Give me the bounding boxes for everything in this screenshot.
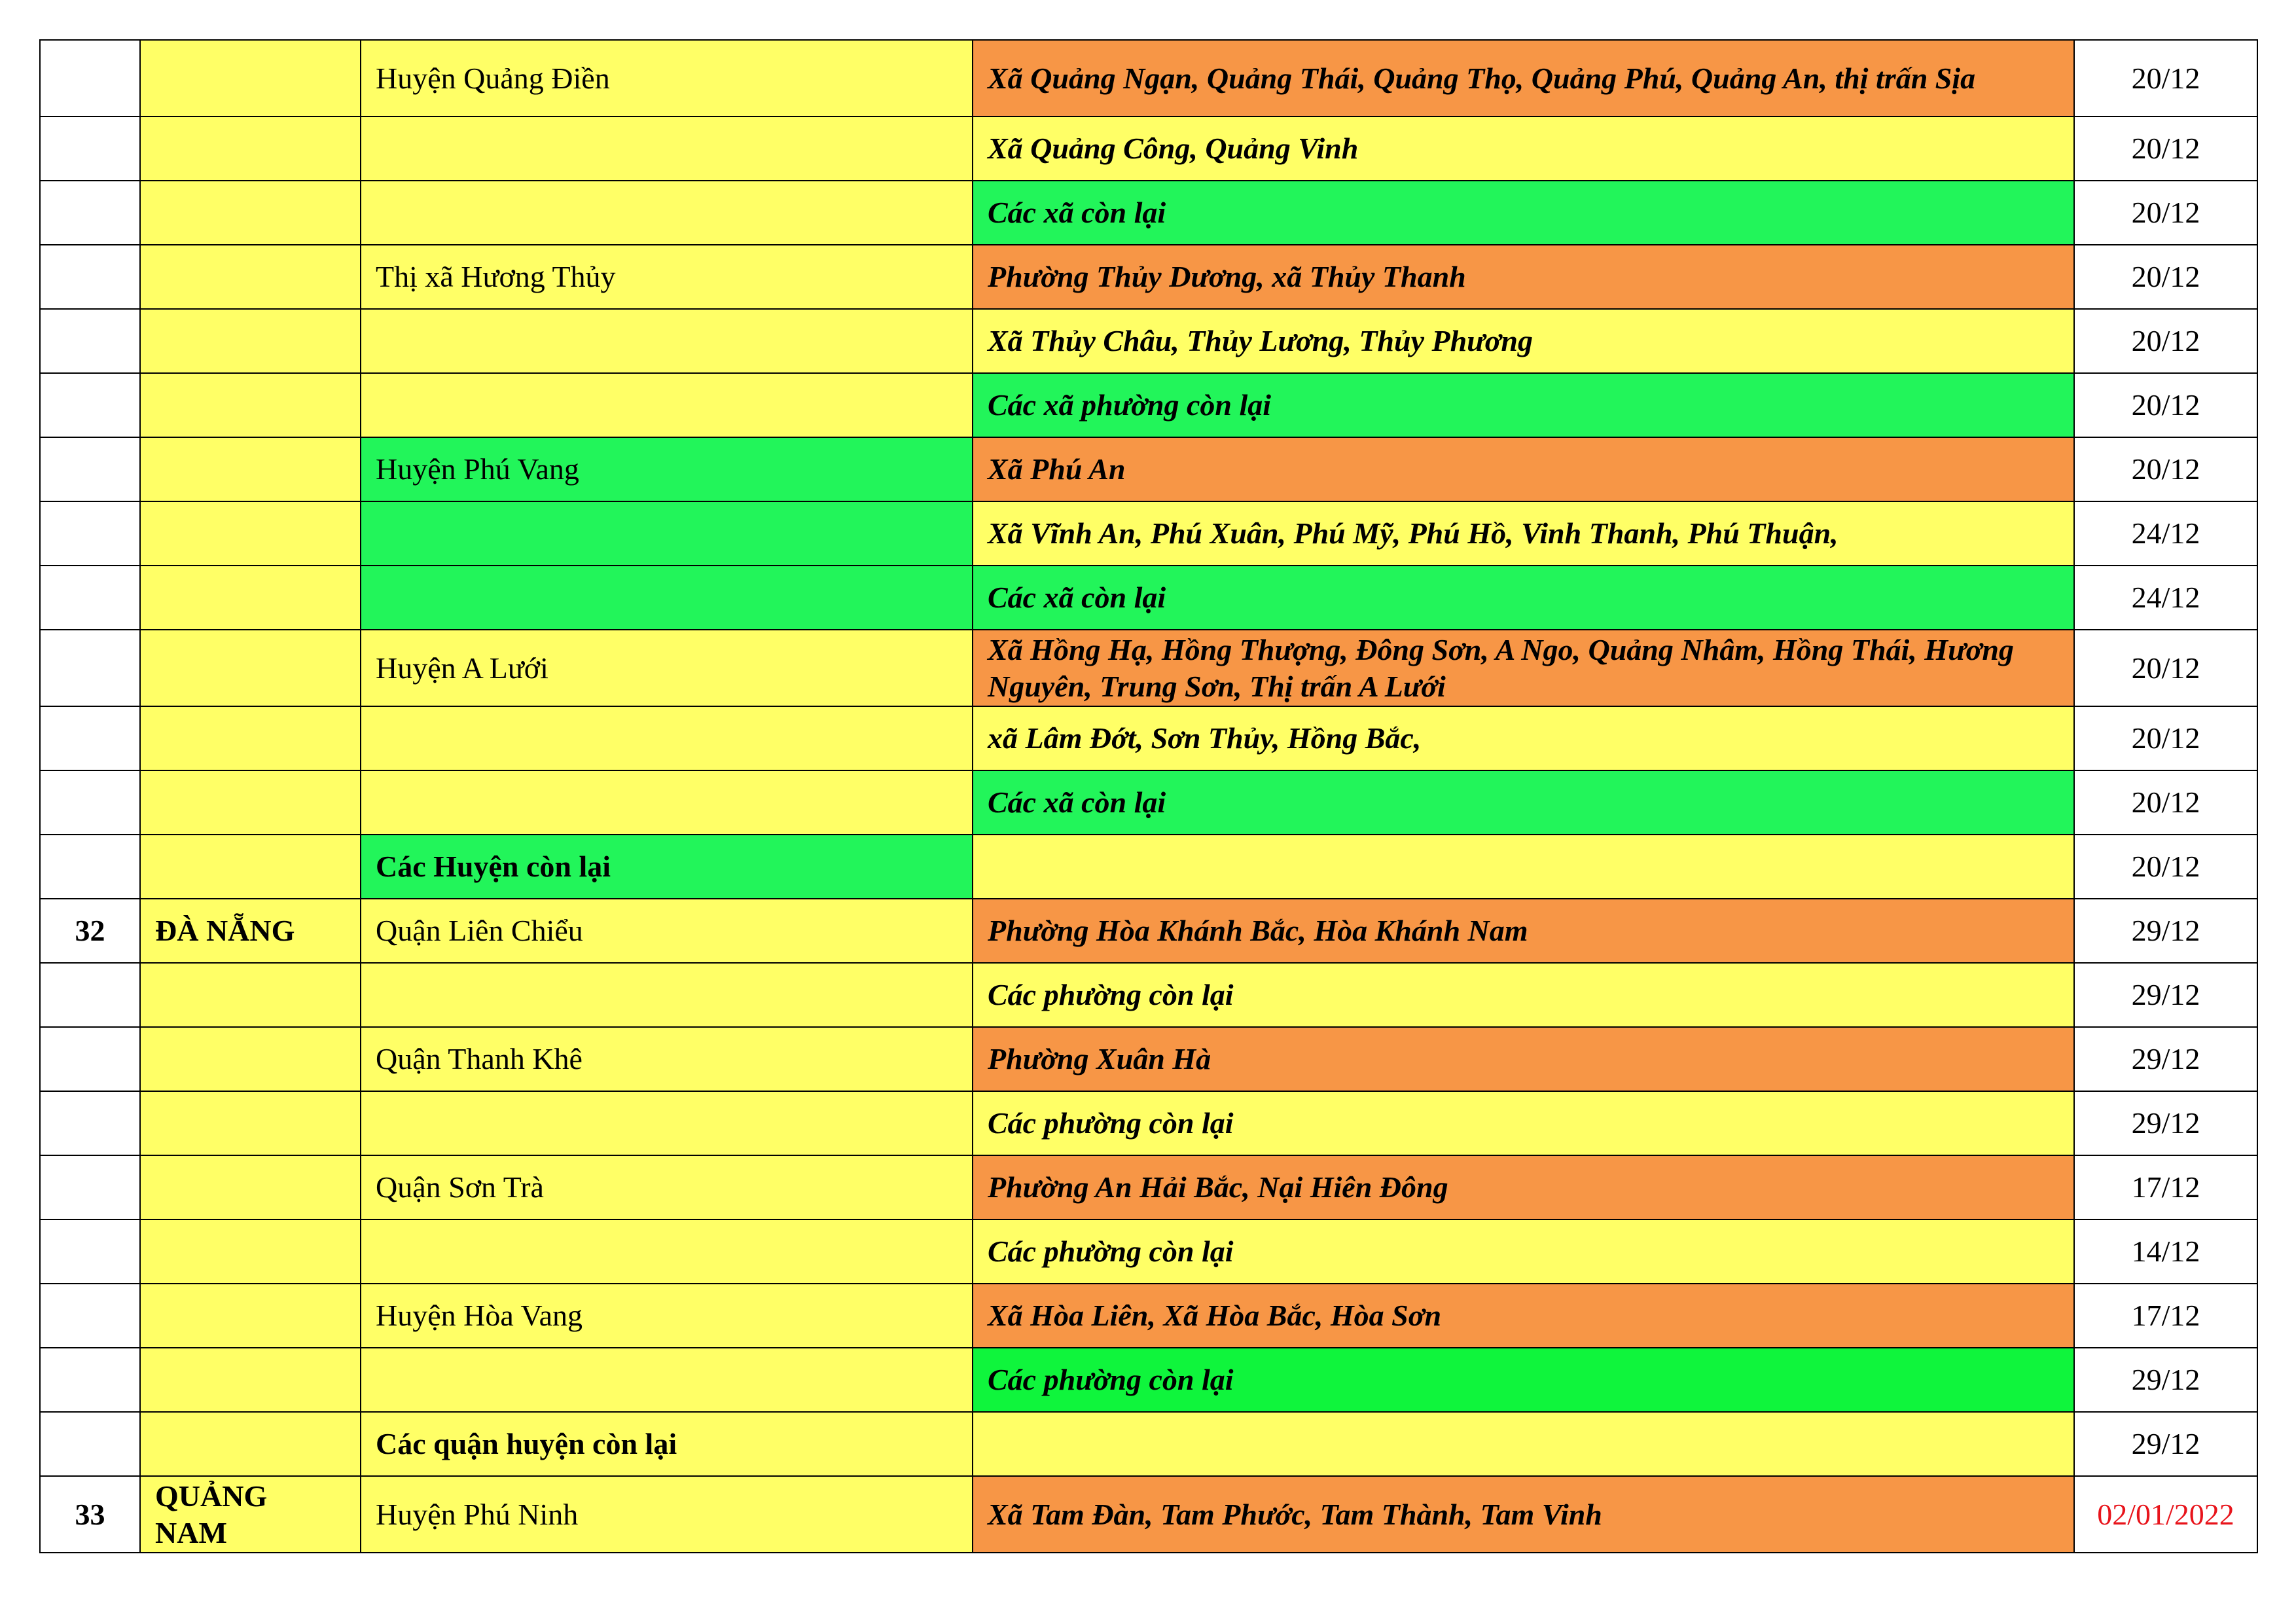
date-cell: 24/12 — [2074, 566, 2257, 630]
district-cell — [361, 770, 973, 835]
ward-cell: Các phường còn lại — [973, 963, 2074, 1027]
ward-cell: Các phường còn lại — [973, 1091, 2074, 1155]
district-cell: Các quận huyện còn lại — [361, 1412, 973, 1476]
date-cell: 20/12 — [2074, 770, 2257, 835]
date-cell: 14/12 — [2074, 1219, 2257, 1284]
district-cell: Huyện A Lưới — [361, 630, 973, 706]
province-cell — [140, 630, 361, 706]
province-cell — [140, 1091, 361, 1155]
district-cell: Quận Sơn Trà — [361, 1155, 973, 1219]
table-row — [40, 501, 2257, 566]
date-cell: 29/12 — [2074, 899, 2257, 963]
ward-cell: Các phường còn lại — [973, 1348, 2074, 1412]
province-cell — [140, 963, 361, 1027]
date-cell: 20/12 — [2074, 373, 2257, 437]
row-number-cell — [40, 117, 140, 181]
district-cell — [361, 963, 973, 1027]
date-cell: 20/12 — [2074, 835, 2257, 899]
province-cell — [140, 437, 361, 501]
district-cell — [361, 1219, 973, 1284]
row-number-cell — [40, 245, 140, 309]
row-number-cell — [40, 630, 140, 706]
row-number-cell: 33 — [40, 1476, 140, 1553]
province-cell — [140, 706, 361, 770]
row-number-cell — [40, 963, 140, 1027]
district-cell — [361, 373, 973, 437]
province-cell — [140, 1155, 361, 1219]
ward-cell: Xã Quảng Công, Quảng Vinh — [973, 117, 2074, 181]
date-cell: 20/12 — [2074, 437, 2257, 501]
ward-cell: Xã Hòa Liên, Xã Hòa Bắc, Hòa Sơn — [973, 1284, 2074, 1348]
table-row — [40, 630, 2257, 706]
province-cell: QUẢNG NAM — [140, 1476, 361, 1553]
date-cell: 29/12 — [2074, 1027, 2257, 1091]
table-row — [40, 1091, 2257, 1155]
province-cell — [140, 117, 361, 181]
row-number-cell — [40, 309, 140, 373]
table-row — [40, 835, 2257, 899]
province-cell — [140, 1284, 361, 1348]
row-number-cell — [40, 835, 140, 899]
district-cell — [361, 117, 973, 181]
date-cell: 29/12 — [2074, 1412, 2257, 1476]
table-row — [40, 40, 2257, 117]
district-cell: Quận Liên Chiểu — [361, 899, 973, 963]
ward-cell: Phường Thủy Dương, xã Thủy Thanh — [973, 245, 2074, 309]
row-number-cell — [40, 1284, 140, 1348]
ward-cell: Các xã phường còn lại — [973, 373, 2074, 437]
table-row — [40, 963, 2257, 1027]
district-cell: Thị xã Hương Thủy — [361, 245, 973, 309]
province-cell — [140, 1412, 361, 1476]
table-row — [40, 1284, 2257, 1348]
table-row — [40, 1412, 2257, 1476]
table-row — [40, 181, 2257, 245]
province-cell — [140, 1219, 361, 1284]
row-number-cell — [40, 1027, 140, 1091]
table-row — [40, 706, 2257, 770]
district-cell: Huyện Phú Ninh — [361, 1476, 973, 1553]
table-row — [40, 1348, 2257, 1412]
province-cell — [140, 1348, 361, 1412]
row-number-cell — [40, 566, 140, 630]
ward-cell: Các xã còn lại — [973, 181, 2074, 245]
row-number-cell — [40, 1348, 140, 1412]
date-cell: 20/12 — [2074, 309, 2257, 373]
district-cell: Huyện Quảng Điền — [361, 40, 973, 117]
ward-cell: Phường Xuân Hà — [973, 1027, 2074, 1091]
district-cell: Huyện Hòa Vang — [361, 1284, 973, 1348]
table-row — [40, 1155, 2257, 1219]
province-cell — [140, 501, 361, 566]
district-cell: Quận Thanh Khê — [361, 1027, 973, 1091]
province-cell — [140, 566, 361, 630]
district-cell — [361, 309, 973, 373]
table-row — [40, 117, 2257, 181]
ward-cell — [973, 835, 2074, 899]
district-cell — [361, 1348, 973, 1412]
table-row — [40, 566, 2257, 630]
date-cell: 20/12 — [2074, 181, 2257, 245]
ward-cell: Các phường còn lại — [973, 1219, 2074, 1284]
date-cell: 29/12 — [2074, 1348, 2257, 1412]
table-row — [40, 437, 2257, 501]
ward-cell: Xã Tam Đàn, Tam Phước, Tam Thành, Tam Vinh — [973, 1476, 2074, 1553]
district-cell — [361, 566, 973, 630]
row-number-cell — [40, 40, 140, 117]
date-cell: 20/12 — [2074, 245, 2257, 309]
district-cell: Các Huyện còn lại — [361, 835, 973, 899]
date-cell: 29/12 — [2074, 1091, 2257, 1155]
district-cell: Huyện Phú Vang — [361, 437, 973, 501]
date-cell: 20/12 — [2074, 117, 2257, 181]
province-cell — [140, 245, 361, 309]
date-cell: 20/12 — [2074, 40, 2257, 117]
ward-cell: Các xã còn lại — [973, 566, 2074, 630]
table-row — [40, 899, 2257, 963]
province-cell — [140, 1027, 361, 1091]
date-cell: 17/12 — [2074, 1155, 2257, 1219]
table-row — [40, 770, 2257, 835]
province-cell — [140, 181, 361, 245]
row-number-cell — [40, 770, 140, 835]
row-number-cell — [40, 1219, 140, 1284]
ward-cell: Xã Quảng Ngạn, Quảng Thái, Quảng Thọ, Quảng Phú, Quảng An, thị trấn Sịa — [973, 40, 2074, 117]
province-cell — [140, 40, 361, 117]
date-cell: 20/12 — [2074, 706, 2257, 770]
province-cell: ĐÀ NẴNG — [140, 899, 361, 963]
row-number-cell — [40, 181, 140, 245]
table-row — [40, 1027, 2257, 1091]
table-row — [40, 245, 2257, 309]
row-number-cell — [40, 1412, 140, 1476]
date-cell: 24/12 — [2074, 501, 2257, 566]
province-cell — [140, 373, 361, 437]
date-cell: 20/12 — [2074, 630, 2257, 706]
table-row — [40, 1476, 2257, 1553]
ward-cell: Xã Thủy Châu, Thủy Lương, Thủy Phương — [973, 309, 2074, 373]
ward-cell: Xã Hồng Hạ, Hồng Thượng, Đông Sơn, A Ngo, Quảng Nhâm, Hồng Thái, Hương Nguyên, Trung Sơn, Thị trấn A Lưới — [973, 630, 2074, 706]
ward-cell: Xã Vĩnh An, Phú Xuân, Phú Mỹ, Phú Hồ, Vinh Thanh, Phú Thuận, — [973, 501, 2074, 566]
province-cell — [140, 835, 361, 899]
ward-cell: Phường Hòa Khánh Bắc, Hòa Khánh Nam — [973, 899, 2074, 963]
row-number-cell — [40, 1155, 140, 1219]
ward-cell: xã Lâm Đớt, Sơn Thủy, Hồng Bắc, — [973, 706, 2074, 770]
date-cell: 29/12 — [2074, 963, 2257, 1027]
ward-cell: Phường An Hải Bắc, Nại Hiên Đông — [973, 1155, 2074, 1219]
table-body — [40, 40, 2257, 1553]
ward-cell — [973, 1412, 2074, 1476]
ward-cell: Các xã còn lại — [973, 770, 2074, 835]
district-cell — [361, 1091, 973, 1155]
row-number-cell — [40, 501, 140, 566]
covid-level-table — [39, 39, 2258, 1553]
row-number-cell — [40, 706, 140, 770]
province-cell — [140, 309, 361, 373]
table-row — [40, 373, 2257, 437]
row-number-cell — [40, 373, 140, 437]
row-number-cell: 32 — [40, 899, 140, 963]
district-cell — [361, 181, 973, 245]
date-cell: 17/12 — [2074, 1284, 2257, 1348]
table-row — [40, 1219, 2257, 1284]
ward-cell: Xã Phú An — [973, 437, 2074, 501]
province-cell — [140, 770, 361, 835]
row-number-cell — [40, 1091, 140, 1155]
district-cell — [361, 501, 973, 566]
date-cell: 02/01/2022 — [2074, 1476, 2257, 1553]
row-number-cell — [40, 437, 140, 501]
district-cell — [361, 706, 973, 770]
table-row — [40, 309, 2257, 373]
